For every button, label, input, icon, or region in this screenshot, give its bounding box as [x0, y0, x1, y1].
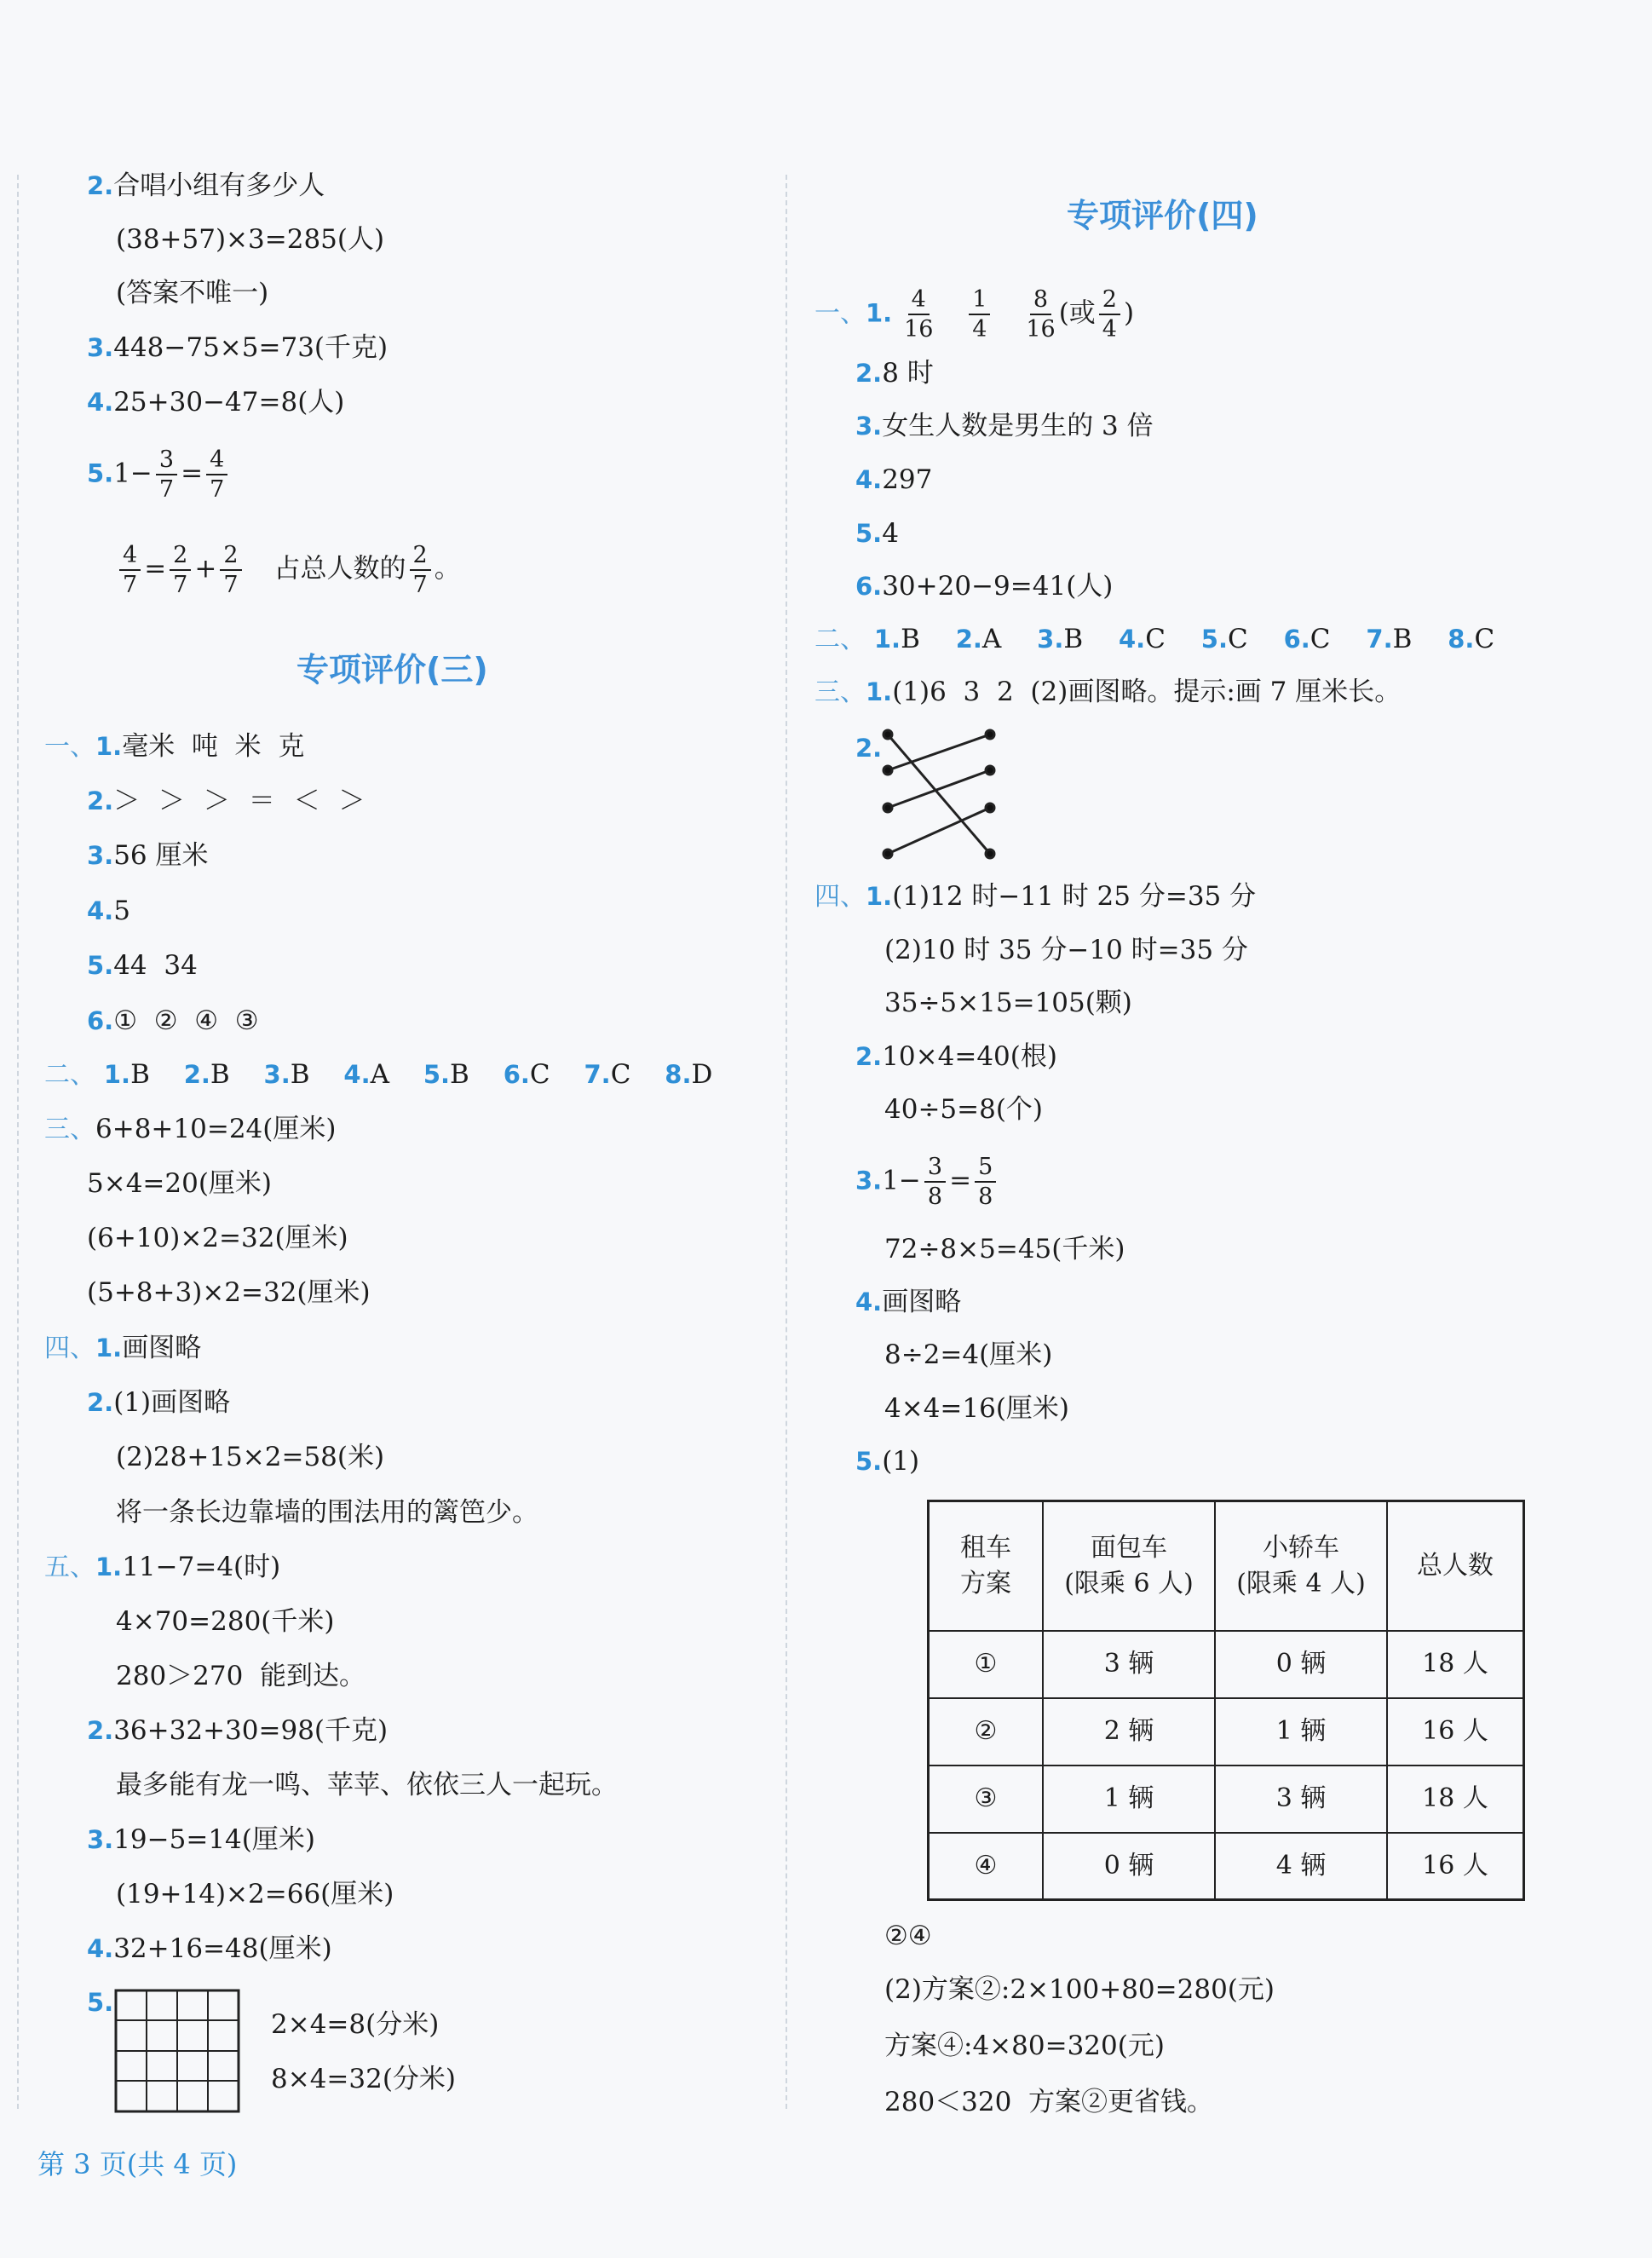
s3-part1-q3: 3.56 厘米: [87, 840, 209, 871]
s4-part4-q4: 4.画图略: [855, 1287, 962, 1317]
s4-part4-q5: 5.(1): [855, 1446, 920, 1477]
s4-part3-q1: 三、1.(1)6 3 2 (2)画图略。提示:画 7 厘米长。: [814, 677, 1402, 707]
s4-part4-q1b: (2)10 时 35 分−10 时=35 分: [884, 935, 1248, 965]
s3-part1-q4: 4.5: [87, 896, 130, 926]
table-header-cell: 租车 方案: [929, 1501, 1044, 1631]
s3-part4-q2: 2.(1)画图略: [87, 1387, 231, 1418]
fraction: $\frac{8}{16}$: [1026, 286, 1056, 343]
s3-part5-q2b: 最多能有龙一鸣、苹苹、依依三人一起玩。: [116, 1770, 618, 1800]
table-row: ① 3 辆 0 辆 18 人: [929, 1631, 1524, 1698]
s3-part5-q3b: (19+14)×2=66(厘米): [116, 1879, 394, 1910]
s4-part4-q2: 2.10×4=40(根): [855, 1041, 1057, 1072]
s4-part4-q3b: 72÷8×5=45(千米): [884, 1234, 1125, 1264]
s3-part5-q5b: 8×4=32(分米): [271, 2064, 457, 2094]
left-q5-line2: $\frac{4}{7}$ = $\frac{2}{7}$ + $\frac{2}{7}$ 占总人数的 $\frac{2}{7}$ 。: [116, 544, 461, 596]
s3-part1-q1: 一、1.毫米 吨 米 克: [44, 731, 305, 762]
table-header-cell: 小轿车 (限乘 4 人): [1215, 1501, 1387, 1631]
s3-part5-q1c: 280＞270 能到达。: [116, 1661, 366, 1691]
s3-part5-q1b: 4×70=280(千米): [116, 1606, 335, 1637]
s4-part4-q3: 3.1− $\frac{3}{8}$ = $\frac{5}{8}$: [855, 1155, 999, 1208]
section3-title: 专项评价(三): [296, 651, 488, 688]
left-margin-rule: [17, 175, 19, 2109]
s3-part5-q3: 3.19−5=14(厘米): [87, 1824, 315, 1855]
fraction: $\frac{3}{7}$: [156, 448, 177, 501]
table-header-row: [929, 1501, 1524, 1631]
s4-part4-q4b: 8÷2=4(厘米): [884, 1339, 1053, 1370]
left-q2-calc: (38+57)×3=285(人): [116, 224, 385, 255]
table-header-cell: 总人数: [1387, 1501, 1524, 1631]
s4-part1-q1: 一、1. $\frac{4}{16}$ $\frac{1}{4}$ $\frac{8}{16}$ (或 $\frac{2}{4}$ ): [814, 286, 1135, 343]
fraction: $\frac{3}{8}$: [924, 1155, 946, 1208]
s4-part3-q2: 2.: [855, 734, 883, 763]
left-q2-note: (答案不唯一): [116, 278, 269, 308]
s3-part4-q2c: 将一条长边靠墙的围法用的篱笆少。: [116, 1497, 538, 1528]
rental-plan-table: [927, 1500, 1525, 1901]
s4-part1-q5: 5.4: [855, 518, 899, 549]
fraction: $\frac{4}{7}$: [206, 448, 227, 501]
s3-part5-q4: 4.32+16=48(厘米): [87, 1933, 332, 1964]
table-header-cell: 面包车 (限乘 6 人): [1043, 1501, 1215, 1631]
grid-figure: [114, 1989, 242, 2115]
fraction: $\frac{2}{4}$: [1099, 288, 1120, 341]
matching-lines-figure: [878, 726, 997, 862]
s3-part1-q5: 5.44 34: [87, 950, 198, 981]
fraction: $\frac{2}{7}$: [410, 544, 431, 596]
fraction: $\frac{1}{4}$: [969, 288, 990, 341]
table-row: ② 2 辆 1 辆 16 人: [929, 1698, 1524, 1766]
s3-part3-l3: (6+10)×2=32(厘米): [87, 1223, 348, 1253]
s4-part1-q4: 4.297: [855, 464, 933, 495]
section4-title: 专项评价(四): [1067, 197, 1258, 234]
left-q4: 4.25+30−47=8(人): [87, 387, 345, 418]
fraction: $\frac{2}{7}$: [170, 544, 191, 596]
s4-part4-q4c: 4×4=16(厘米): [884, 1393, 1070, 1424]
s3-part5-q5a: 2×4=8(分米): [271, 2009, 440, 2040]
s3-part4-q1: 四、1.画图略: [44, 1333, 202, 1363]
page-footer: 第 3 页(共 4 页): [37, 2148, 238, 2180]
s3-part5-q5: 5.: [87, 1988, 114, 2017]
s3-part2: 二、 1.B 2.B 3.B 4.A 5.B 6.C 7.C 8.D: [44, 1059, 713, 1090]
fraction: $\frac{4}{16}$: [904, 286, 934, 343]
s3-part1-q6: 6.① ② ④ ③: [87, 1005, 259, 1036]
fraction: $\frac{4}{7}$: [119, 544, 141, 596]
s4-part1-q6: 6.30+20−9=41(人): [855, 571, 1114, 602]
s3-part4-q2b: (2)28+15×2=58(米): [116, 1442, 385, 1472]
s4-part4-q5-3: 方案④:4×80=320(元): [884, 2030, 1165, 2061]
s3-part3-l2: 5×4=20(厘米): [87, 1168, 273, 1199]
s3-part3-l4: (5+8+3)×2=32(厘米): [87, 1277, 371, 1308]
s3-part5-q2: 2.36+32+30=98(千克): [87, 1715, 389, 1746]
s4-part1-q3: 3.女生人数是男生的 3 倍: [855, 411, 1154, 441]
s4-part2: 二、 1.B 2.A 3.B 4.C 5.C 6.C 7.B 8.C: [814, 624, 1495, 654]
left-q5: 5.1− $\frac{3}{7}$ = $\frac{4}{7}$: [87, 448, 231, 501]
s4-part4-q5-2: (2)方案②:2×100+80=280(元): [884, 1974, 1275, 2005]
fraction: $\frac{5}{8}$: [975, 1155, 996, 1208]
s3-part5-q1: 五、1.11−7=4(时): [44, 1552, 281, 1582]
left-q2: 2.合唱小组有多少人: [87, 170, 325, 201]
s4-part4-q1c: 35÷5×15=105(颗): [884, 988, 1132, 1018]
s4-part4-q5-answer: ②④: [884, 1921, 932, 1951]
s4-part4-q1: 四、1.(1)12 时−11 时 25 分=35 分: [814, 881, 1257, 912]
s4-part1-q2: 2.8 时: [855, 358, 934, 389]
s4-part4-q2b: 40÷5=8(个): [884, 1094, 1044, 1125]
s3-part1-q2: 2.＞ ＞ ＞ ＝ ＜ ＞: [87, 786, 371, 816]
left-q3: 3.448−75×5=73(千克): [87, 332, 389, 363]
center-divider-rule: [786, 175, 787, 2109]
table-row: ③ 1 辆 3 辆 18 人: [929, 1766, 1524, 1833]
fraction: $\frac{2}{7}$: [220, 544, 241, 596]
table-row: ④ 0 辆 4 辆 16 人: [929, 1833, 1524, 1900]
s4-part4-q5-4: 280＜320 方案②更省钱。: [884, 2087, 1214, 2117]
s3-part3-l1: 三、6+8+10=24(厘米): [44, 1114, 337, 1144]
